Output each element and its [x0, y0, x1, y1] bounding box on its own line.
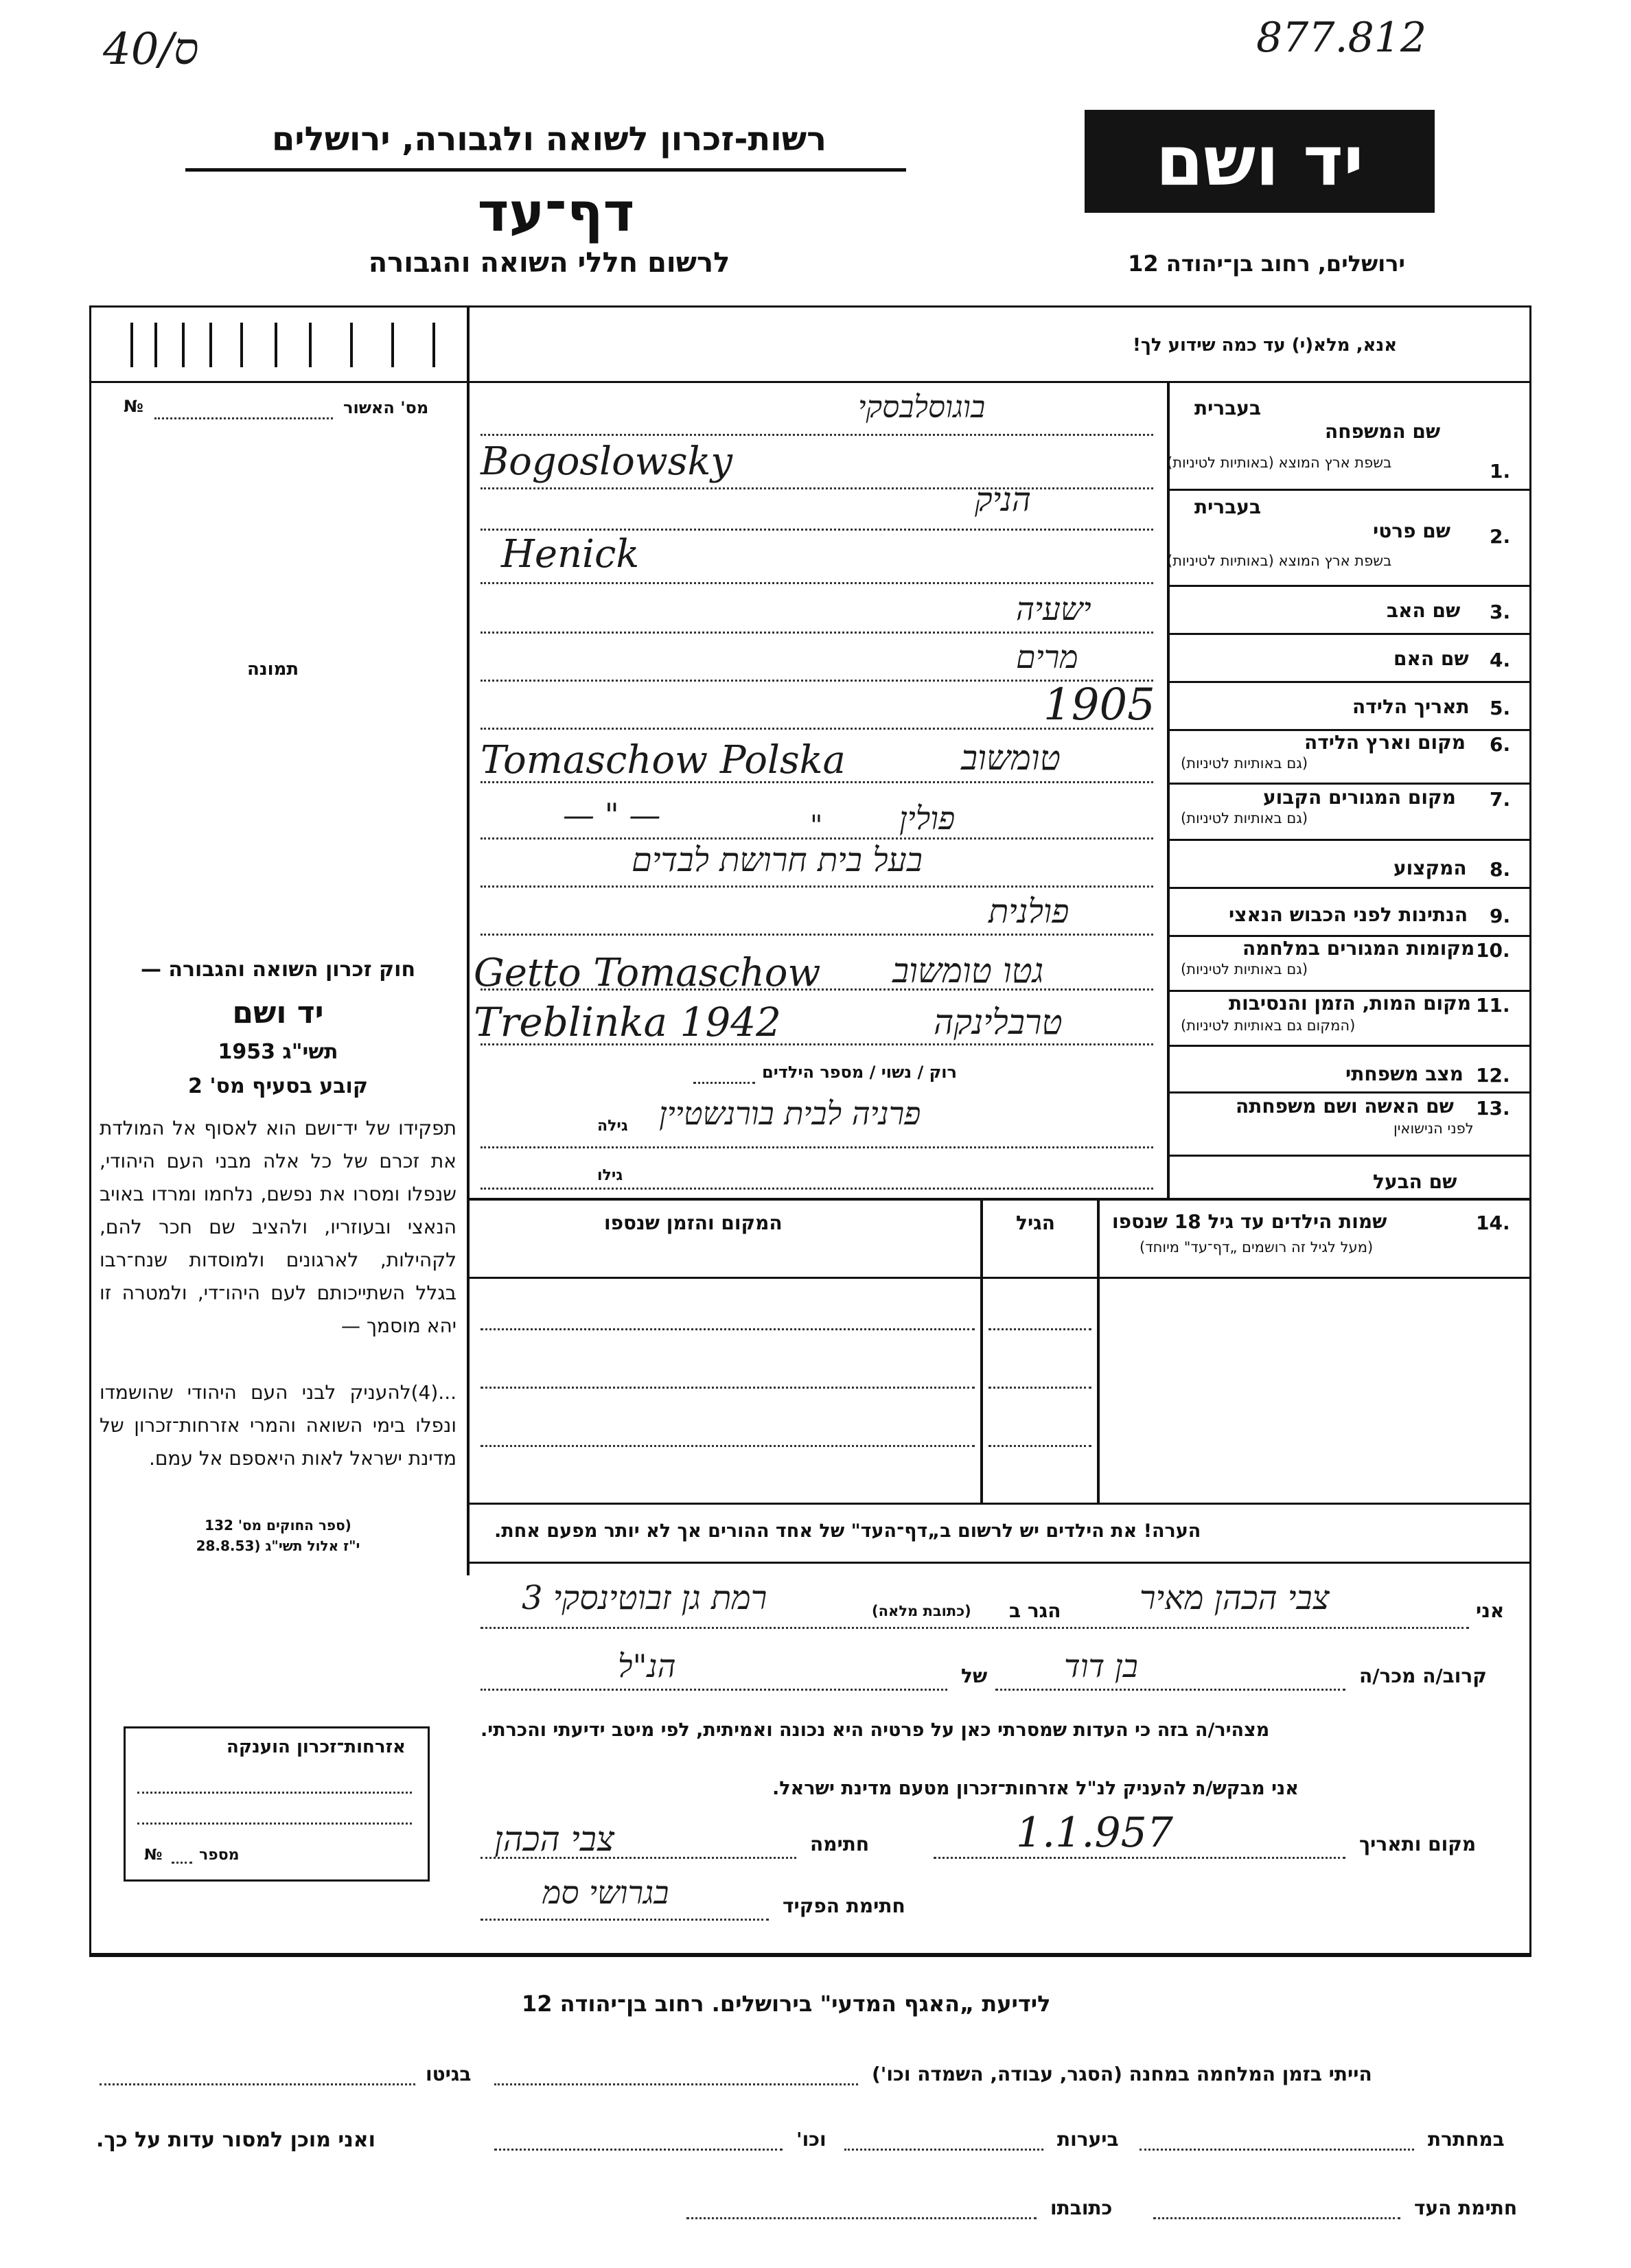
request: אני מבקש/ת להעניק לנ"ל אזרחות־זכרון מטעם מדינת ישראל. [772, 1778, 1299, 1799]
nationality: פולנית [988, 892, 1069, 931]
declarant-name: צבי הכהן מאיר [1140, 1579, 1330, 1617]
header-address: ירושלים, רחוב בן־יהודה 12 [1128, 251, 1405, 277]
birth-place-latin: Tomaschow Polska [481, 738, 846, 783]
header-rule [185, 168, 906, 172]
death-place-latin: Treblinka 1942 [474, 999, 782, 1045]
approval-number-sign: № [124, 397, 143, 416]
marital-options: רוק / נשוי / מספר הילדים [762, 1063, 957, 1082]
declaration-date: 1.1.957 [1016, 1809, 1174, 1857]
declarant-signature: צבי הכהן [494, 1819, 615, 1859]
birth-date: 1905 [1043, 680, 1155, 730]
law-body: תפקידו של יד־ושם הוא לאסוף אל המולדת את זכרם של כל אלה מבני העם היהודי, שנפלו ומסרו את נפשם, נלחמו ומרדו באויב הנאצי ובעוזריו, ולהציב שם חכר להם, לקהילות, לארגונים ולמוסדות שנח־רבו בגלל השתייכותם לעם היהו־די, ולמטרה זו יהא מוסמך — [100, 1117, 456, 1337]
father-name: ישעיה [1016, 590, 1091, 627]
yad-vashem-logo: יד ושם [1085, 110, 1435, 213]
wife-name: פרניה לבית בורנשטיין [659, 1095, 921, 1132]
surname-hebrew: בוגוסלבסקי [858, 390, 986, 425]
authority-title: רשות-זכרון לשואה ולגבורה, ירושלים [271, 120, 827, 159]
approval-number-label: מס' האשור [343, 398, 429, 417]
residence-ditto: " [810, 810, 823, 842]
corner-mark-right: 877.812 [1256, 14, 1427, 62]
instruction: אנא, מלא(י) עד כמה שידוע לך! [1133, 335, 1398, 356]
corner-mark-left: 40/ס [103, 24, 199, 75]
photo-label: תמונה [247, 659, 299, 680]
birth-place-hebrew: טומשוב [961, 738, 1061, 778]
residence-marks: — " — [563, 796, 661, 833]
wartime-residence-latin: Getto Tomaschow [474, 951, 821, 995]
declaration: מצהיר/ה בזה כי העדות שמסרתי כאן על פרטיה היא נכונה ואמיתית, לפי מיטב ידיעתי והכרתי. [481, 1720, 1270, 1741]
form-subtitle: לרשום חללי השואה והגבורה [368, 247, 730, 279]
mother-name: מרים [1016, 638, 1078, 675]
death-place: טרבלינקה [934, 1002, 1063, 1042]
label-column-divider [1167, 381, 1170, 1198]
firstname-latin: Henick [501, 532, 640, 577]
profession: בעל בית חרושת לבדים [632, 841, 923, 879]
law-title: חוק זכרון השואה והגבורה — [140, 958, 416, 982]
officer-signature: בגרושי סמ [542, 1874, 669, 1911]
surname-latin: Bogoslowsky [481, 439, 733, 484]
children-label: שמות הילדים עד גיל 18 שנספו [1112, 1210, 1387, 1233]
field-label-firstname: שם פרטי [1373, 520, 1451, 542]
bottom-title: לידיעת „האגף המדעי" בירושלים. רחוב בן־יהודה 12 [522, 1991, 1051, 2017]
relation: בן דוד [1064, 1647, 1138, 1685]
form-title: דף־עד [477, 182, 635, 244]
note: הערה! את הילדים יש לרשום ב„דף־העד" של אחד ההורים אך לא יותר מפעם אחת. [494, 1520, 1201, 1542]
law-name: יד ושם [232, 995, 324, 1030]
residence: פולין [899, 800, 956, 837]
relation-of: הנ"ל [618, 1647, 676, 1685]
field-label-surname: שם המשפחה [1325, 420, 1441, 443]
wartime-residence: גטו טומשוב [892, 951, 1044, 991]
declarant-address: רמת גן זבוטינסקי 3 [522, 1579, 767, 1617]
sidebar-divider [467, 305, 470, 1575]
firstname-hebrew: הניק [975, 481, 1032, 519]
